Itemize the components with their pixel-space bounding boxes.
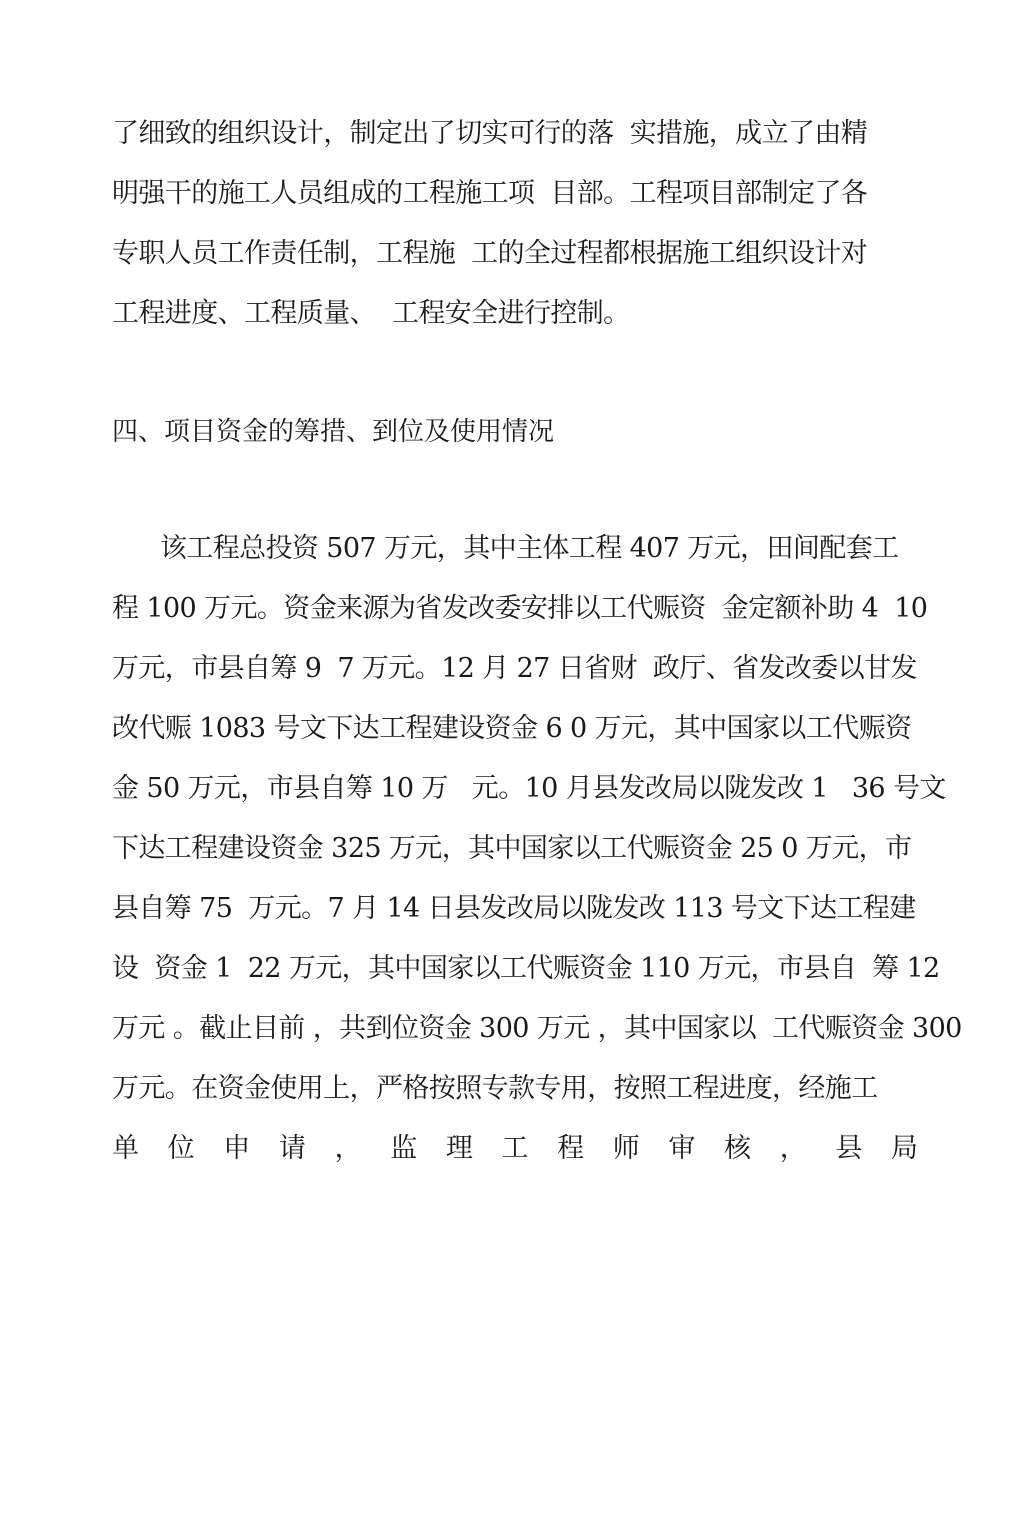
- paragraph-2-line-11: [112, 1129, 918, 1169]
- paragraph-2-line-6: 下达工程建设资金 325 万元，其中国家以工代赈资金 25 0 万元，市: [112, 833, 912, 864]
- section-heading: 四、项目资金的筹措、到位及使用情况: [112, 417, 555, 447]
- justified-char: 工: [501, 1133, 529, 1164]
- justified-char: 核: [724, 1133, 752, 1164]
- justified-char: 请: [278, 1133, 306, 1164]
- justified-char: 程: [557, 1133, 585, 1164]
- justified-char: 理: [445, 1133, 473, 1164]
- justified-char: 监: [390, 1133, 418, 1164]
- paragraph-1-line-2: 明强干的施工人员组成的工程施工项 目部。工程项目部制定了各: [112, 178, 868, 209]
- paragraph-2-line-8: 设 资金 1 22 万元，其中国家以工代赈资金 110 万元，市县自 筹 12: [112, 953, 940, 984]
- justified-char: ，: [334, 1133, 362, 1164]
- paragraph-1-line-4: 工程进度、工程质量、 工程安全进行控制。: [112, 298, 630, 329]
- paragraph-1-line-1: 了细致的组织设计，制定出了切实可行的落 实措施，成立了由精: [112, 118, 868, 149]
- justified-char: 位: [167, 1133, 195, 1164]
- paragraph-2-line-5: 金 50 万元，市县自筹 10 万 元。10 月县发改局以陇发改 1 36 号文: [112, 773, 946, 804]
- paragraph-2-line-9: 万元 。截止目前 ，共到位资金 300 万元 ，其中国家以 工代赈资金 300: [112, 1013, 962, 1044]
- justified-char: 师: [612, 1133, 640, 1164]
- justified-char: 县: [835, 1133, 863, 1164]
- paragraph-2-line-10: 万元。在资金使用上，严格按照专款专用，按照工程进度，经施工: [112, 1073, 878, 1104]
- justified-char: 单: [112, 1133, 139, 1164]
- paragraph-1-line-3: 专职人员工作责任制，工程施 工的全过程都根据施工组织设计对: [112, 238, 868, 269]
- paragraph-2-line-3: 万元，市县自筹 9 7 万元。12 月 27 日省财 政厅、省发改委以甘发: [112, 653, 917, 684]
- justified-char: 申: [223, 1133, 251, 1164]
- paragraph-2-line-7: 县自筹 75 万元。7 月 14 日县发改局以陇发改 113 号文下达工程建: [112, 893, 916, 924]
- paragraph-2-line-4: 改代赈 1083 号文下达工程建设资金 6 0 万元，其中国家以工代赈资: [112, 713, 912, 744]
- paragraph-2-line-1: 该工程总投资 507 万元，其中主体工程 407 万元，田间配套工: [112, 533, 899, 564]
- paragraph-2-line-2: 程 100 万元。资金来源为省发改委安排以工代赈资 金定额补助 4 10: [112, 593, 928, 624]
- justified-char: 审: [668, 1133, 696, 1164]
- justified-char: ，: [779, 1133, 807, 1164]
- justified-char: 局: [890, 1133, 918, 1164]
